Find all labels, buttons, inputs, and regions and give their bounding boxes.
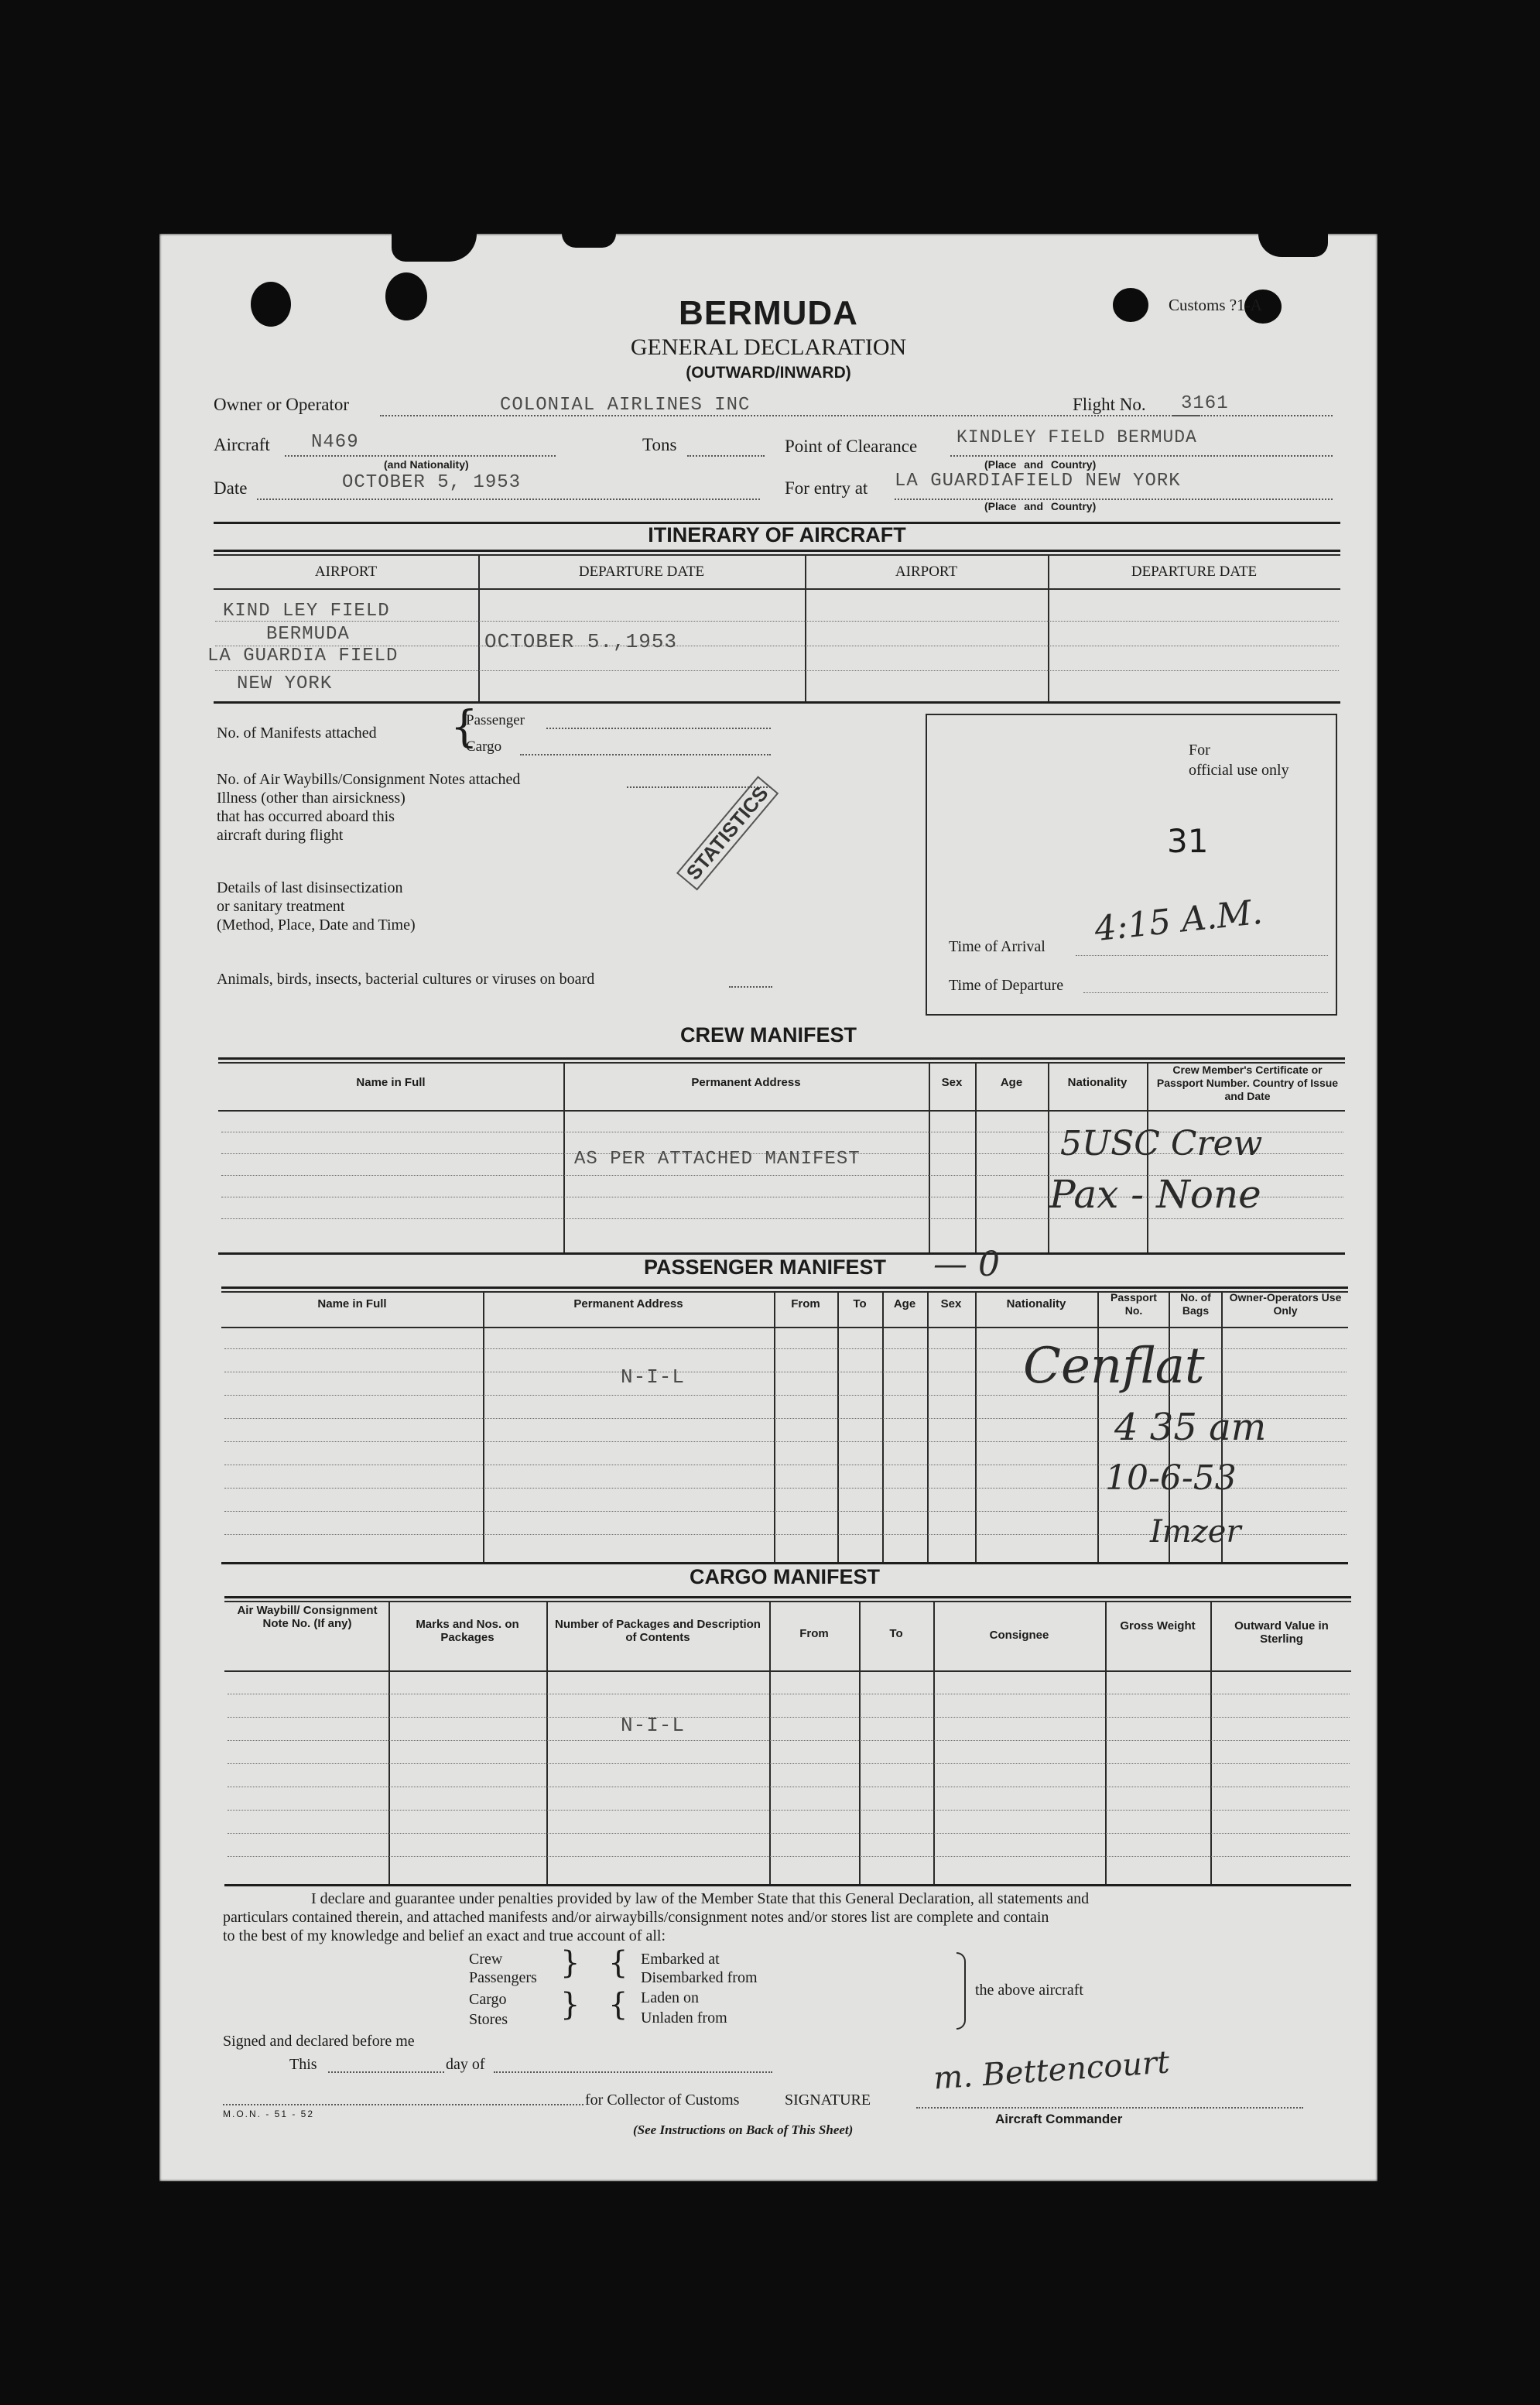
rule <box>224 1670 1351 1672</box>
brace: } <box>560 1945 580 1981</box>
brace: { <box>608 1945 628 1981</box>
flight-value: 3161 <box>1181 393 1229 414</box>
fill-line <box>546 728 771 729</box>
date-label: Date <box>214 478 248 498</box>
entry-label: For entry at <box>785 478 868 498</box>
col-divider <box>882 1291 884 1562</box>
rule <box>224 1596 1351 1598</box>
passenger-title: PASSENGER MANIFEST <box>644 1256 887 1279</box>
fill-line <box>520 754 771 755</box>
declaration-embarked: Embarked at <box>641 1951 720 1968</box>
waybills-label: No. of Air Waybills/Consignment Notes attached <box>217 771 521 788</box>
row-line <box>228 1717 1350 1718</box>
declaration-stores: Stores <box>469 2011 508 2028</box>
col-divider <box>1048 1062 1049 1252</box>
manifests-attached-label: No. of Manifests attached <box>217 725 377 742</box>
rule <box>214 701 1340 704</box>
scan-speck <box>91 194 96 197</box>
col-divider <box>975 1062 977 1252</box>
col-divider <box>769 1601 771 1884</box>
row-line <box>228 1763 1350 1764</box>
illness-label: that has occurred aboard this <box>217 808 395 825</box>
clearance-label: Point of Clearance <box>785 437 918 456</box>
torn-edge <box>1258 234 1328 257</box>
rule <box>218 1252 1345 1255</box>
declaration-cargo: Cargo <box>469 1991 507 2008</box>
col-divider <box>546 1601 548 1884</box>
col-divider <box>1105 1601 1107 1884</box>
rule <box>214 554 1340 556</box>
rule <box>214 550 1340 552</box>
rule <box>218 1057 1345 1060</box>
collector-label: for Collector of Customs <box>585 2092 740 2109</box>
declaration-text: to the best of my knowledge and belief an exact and true account of all: <box>223 1927 666 1944</box>
col-divider <box>563 1062 565 1252</box>
fill-line <box>1173 415 1333 416</box>
rule <box>224 1601 1351 1602</box>
col-divider <box>1210 1601 1212 1884</box>
rule <box>214 588 1340 590</box>
signed-label: Signed and declared before me <box>223 2033 415 2050</box>
itin-header-departure: DEPARTURE DATE <box>578 564 705 580</box>
place-country-note: (Place and Country) <box>984 458 1097 471</box>
form-ref: Customs ?1-A <box>1169 296 1262 314</box>
date-value: OCTOBER 5, 1953 <box>342 472 522 493</box>
itin-airport-line: LA GUARDIA FIELD <box>207 646 399 666</box>
instructions-note: (See Instructions on Back of This Sheet) <box>633 2122 854 2137</box>
signature-label: SIGNATURE <box>785 2092 871 2109</box>
col-divider <box>388 1601 390 1884</box>
cargo-header-consignee: Consignee <box>989 1629 1049 1642</box>
manifest-passenger: Passenger <box>466 712 525 728</box>
declaration-aircraft: the above aircraft <box>975 1982 1083 1999</box>
cargo-header-to: To <box>889 1627 903 1640</box>
col-divider <box>837 1291 839 1562</box>
pax-hand-note: Cenflat <box>1023 1338 1205 1395</box>
clearance-value: KINDLEY FIELD BERMUDA <box>957 427 1197 447</box>
pax-header-from: From <box>791 1297 820 1310</box>
flight-label: Flight No. <box>1073 395 1149 415</box>
itin-airport-line: KIND LEY FIELD <box>223 601 390 622</box>
illness-label: Illness (other than airsickness) <box>217 790 406 807</box>
pax-hand-note: Imzer <box>1150 1514 1241 1550</box>
illness-label: aircraft during flight <box>217 827 344 844</box>
owner-label: Owner or Operator <box>214 395 349 414</box>
fill-line <box>895 498 1333 500</box>
crew-header-name: Name in Full <box>356 1076 426 1089</box>
brace: } <box>560 1987 580 2023</box>
aircraft-label: Aircraft <box>214 435 270 454</box>
statistics-stamp: STATISTICS <box>676 776 779 891</box>
col-divider <box>859 1601 861 1884</box>
crew-title: CREW MANIFEST <box>680 1023 857 1047</box>
form-title: BERMUDA <box>679 294 858 332</box>
official-use-label: official use only <box>1189 762 1289 779</box>
pax-address-value: N-I-L <box>621 1365 686 1389</box>
official-use-box <box>926 714 1337 1016</box>
declaration-passengers: Passengers <box>469 1969 537 1986</box>
declaration-text: I declare and guarantee under penalties provided by law of the Member State that this General Declaration, all statements and <box>311 1890 1090 1907</box>
rule <box>218 1110 1345 1112</box>
this-label: This <box>289 2056 317 2073</box>
col-divider <box>929 1062 930 1252</box>
arrival-value: 4:15 A.M. <box>1092 892 1265 950</box>
brace <box>957 1952 966 2030</box>
disinsect-label: (Method, Place, Date and Time) <box>217 916 416 934</box>
row-line <box>215 670 1339 671</box>
itin-header-airport: AIRPORT <box>314 564 378 580</box>
pax-header-nationality: Nationality <box>1006 1297 1066 1310</box>
entry-value: LA GUARDIAFIELD NEW YORK <box>895 471 1181 492</box>
itin-header-departure: DEPARTURE DATE <box>1131 564 1258 580</box>
cargo-header-value: Outward Value in Sterling <box>1234 1619 1329 1646</box>
row-line <box>224 1511 1347 1512</box>
official-for: For <box>1189 742 1210 759</box>
declaration-crew: Crew <box>469 1951 503 1968</box>
col-divider <box>483 1291 484 1562</box>
cargo-header-waybill: Air Waybill/ Consignment Note No. (If any) <box>237 1604 378 1630</box>
fill-line <box>257 498 760 500</box>
itinerary-title: ITINERARY OF AIRCRAFT <box>648 523 906 546</box>
declaration-laden: Laden on <box>641 1989 699 2006</box>
pax-header-bags: No. of Bags <box>1180 1291 1211 1317</box>
row-line <box>228 1740 1350 1741</box>
itin-airport-line: NEW YORK <box>237 673 333 694</box>
pax-hand-note: 10-6-53 <box>1105 1458 1237 1498</box>
tons-label: Tons <box>642 435 677 454</box>
fill-line <box>285 455 556 457</box>
pax-header-to: To <box>853 1297 867 1310</box>
aircraft-value: N469 <box>311 432 359 453</box>
fill-line <box>950 455 1333 457</box>
row-line <box>228 1833 1350 1834</box>
form-subtitle: GENERAL DECLARATION <box>630 334 907 360</box>
brace: { <box>450 702 478 752</box>
crew-hand-note: 5USC Crew <box>1060 1124 1263 1163</box>
fill-line <box>1076 955 1328 956</box>
cargo-title: CARGO MANIFEST <box>690 1565 880 1588</box>
cargo-header-marks: Marks and Nos. on Packages <box>416 1618 519 1644</box>
pax-header-owner-use: Owner-Operators Use Only <box>1229 1291 1342 1317</box>
fill-line <box>687 455 765 457</box>
form-code: M.O.N. - 51 - 52 <box>223 2109 315 2119</box>
fill-line <box>729 986 772 988</box>
animals-label: Animals, birds, insects, bacterial cultures or viruses on board <box>217 971 595 988</box>
pax-header-age: Age <box>893 1297 916 1310</box>
disinsect-label: or sanitary treatment <box>217 898 345 915</box>
cargo-header-contents: Number of Packages and Description of Contents <box>555 1618 761 1644</box>
nationality-note: (and Nationality) <box>384 458 469 471</box>
disinsect-label: Details of last disinsectization <box>217 879 403 896</box>
rule <box>224 1884 1351 1886</box>
fill-line <box>916 2107 1303 2109</box>
col-divider <box>1097 1291 1099 1562</box>
itin-departure-date: OCTOBER 5.,1953 <box>484 630 678 653</box>
col-divider <box>975 1291 977 1562</box>
cargo-contents-value: N-I-L <box>621 1714 686 1737</box>
arrival-label: Time of Arrival <box>949 938 1045 955</box>
col-divider <box>927 1291 929 1562</box>
declaration-unladen: Unladen from <box>641 2009 727 2026</box>
declaration-text: particulars contained therein, and attached manifests and/or airwaybills/consignment notes and/or stores list are complete and contain <box>223 1909 1049 1926</box>
official-number: 31 <box>1167 822 1209 860</box>
row-line <box>224 1395 1347 1396</box>
torn-edge <box>562 234 616 248</box>
fill-line <box>328 2071 444 2073</box>
pax-header-address: Permanent Address <box>573 1297 683 1310</box>
col-divider <box>933 1601 935 1884</box>
itin-airport-line: BERMUDA <box>266 624 350 645</box>
row-line <box>228 1856 1350 1857</box>
crew-header-sex: Sex <box>941 1076 963 1089</box>
fill-line <box>223 2104 583 2105</box>
passenger-hand-note: — 0 <box>933 1245 1000 1284</box>
manifest-cargo: Cargo <box>466 738 502 755</box>
commander-label: Aircraft Commander <box>995 2112 1123 2126</box>
owner-value: COLONIAL AIRLINES INC <box>500 395 751 416</box>
row-line <box>221 1218 1343 1219</box>
crew-header-nationality: Nationality <box>1067 1076 1128 1089</box>
itin-header-airport: AIRPORT <box>895 564 958 580</box>
pax-header-name: Name in Full <box>317 1297 387 1310</box>
crew-header-certificate: Crew Member's Certificate or Passport Number. Country of Issue and Date <box>1156 1064 1339 1102</box>
declaration-disembarked: Disembarked from <box>641 1969 758 1986</box>
place-country-note: (Place and Country) <box>984 500 1097 512</box>
crew-header-age: Age <box>1000 1076 1023 1089</box>
crew-header-address: Permanent Address <box>691 1076 801 1089</box>
commander-signature: m. Bettencourt <box>932 2044 1171 2097</box>
rule <box>221 1562 1348 1564</box>
crew-hand-note: Pax - None <box>1049 1172 1261 1217</box>
pax-header-passport: Passport No. <box>1111 1291 1157 1317</box>
fill-line <box>494 2071 772 2073</box>
pax-header-sex: Sex <box>940 1297 962 1310</box>
fill-line <box>1083 992 1328 993</box>
departure-label: Time of Departure <box>949 977 1064 994</box>
pax-hand-note: 4 35 am <box>1114 1406 1267 1449</box>
rule <box>221 1286 1348 1289</box>
day-of-label: day of <box>446 2056 485 2073</box>
col-divider <box>774 1291 775 1562</box>
cargo-header-from: From <box>799 1627 829 1640</box>
brace: { <box>608 1987 628 2023</box>
row-line <box>228 1810 1350 1811</box>
torn-edge <box>392 234 477 262</box>
rule <box>221 1327 1348 1328</box>
crew-address-value: AS PER ATTACHED MANIFEST <box>574 1149 861 1170</box>
cargo-header-weight: Gross Weight <box>1120 1619 1196 1632</box>
form-direction: (OUTWARD/INWARD) <box>686 364 851 382</box>
declaration-sheet <box>159 234 1377 2181</box>
